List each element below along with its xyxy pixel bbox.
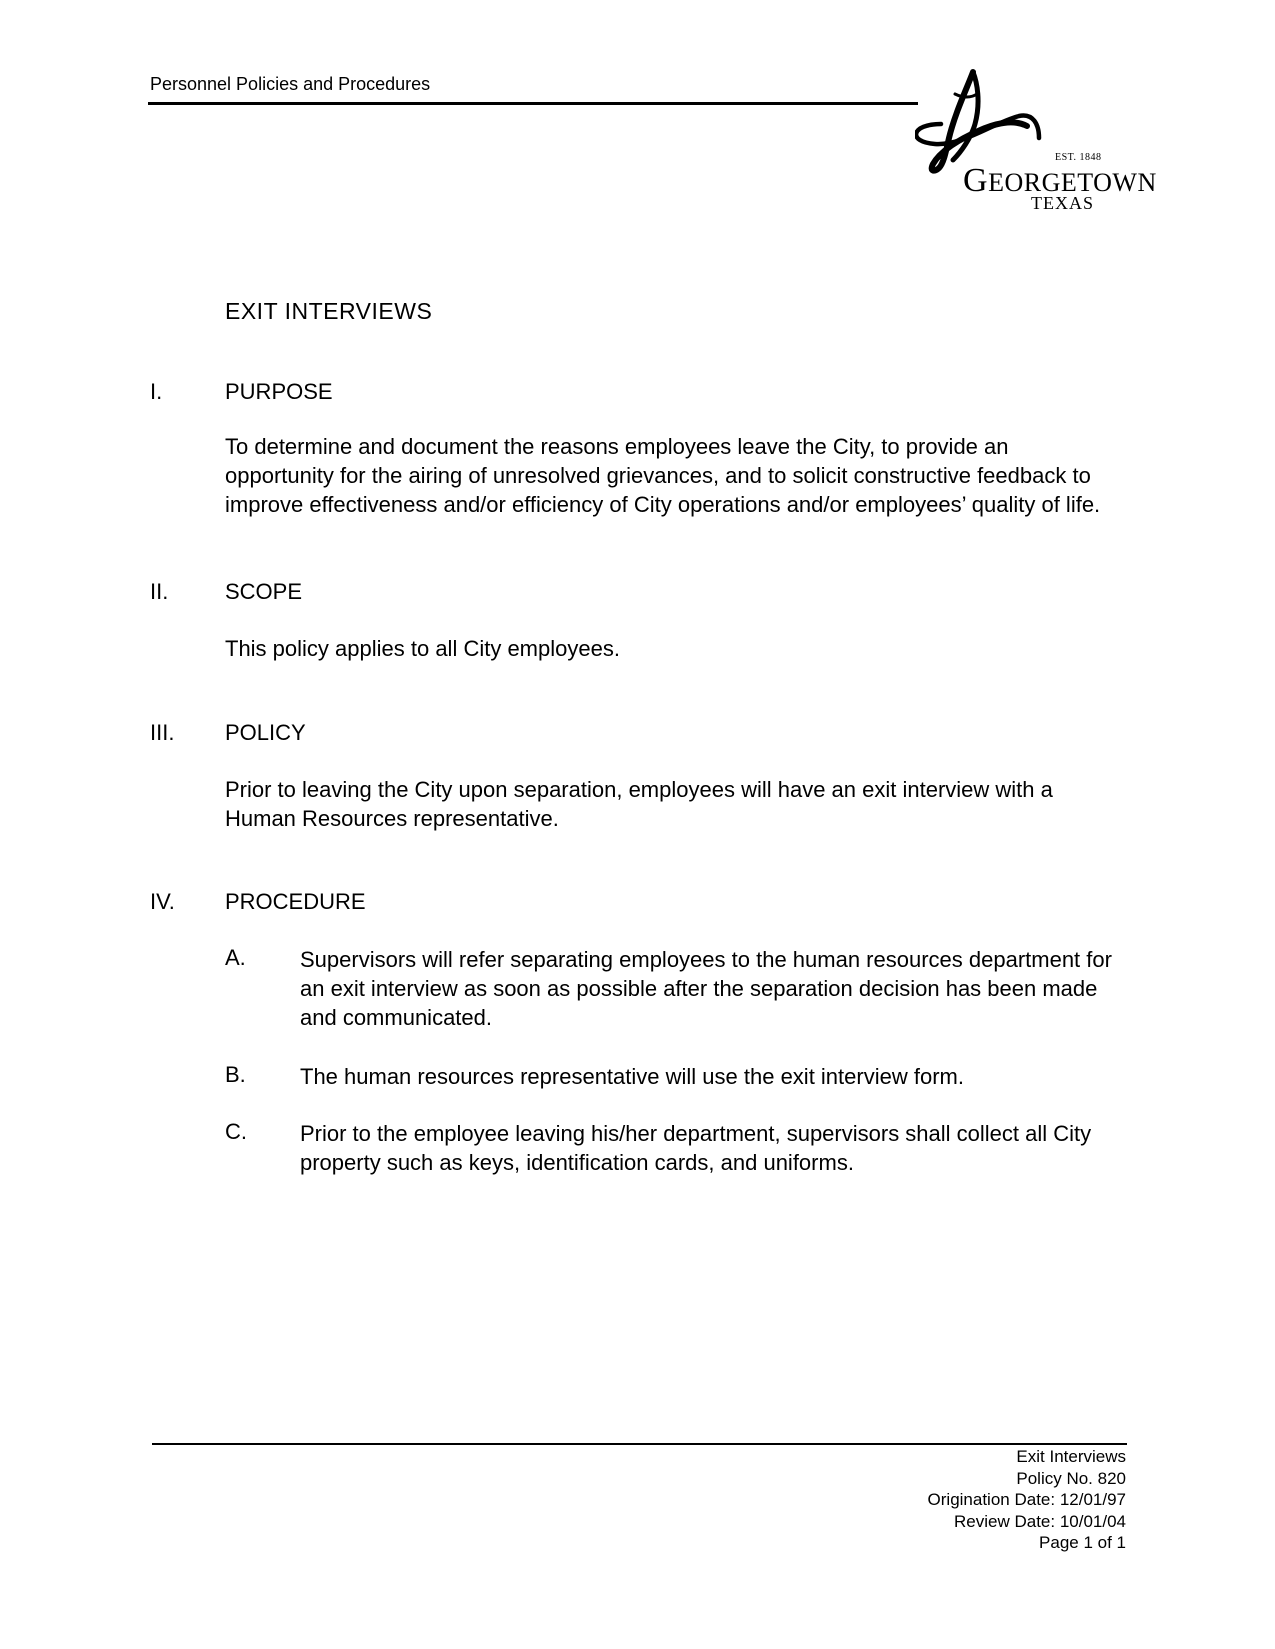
footer-page-number: Page 1 of 1 [1039,1533,1126,1552]
footer-policy-number: Policy No. 820 [1016,1468,1126,1488]
section-number: IV. [150,889,175,914]
section-number: III. [150,720,175,745]
footer-review-date: Review Date: 10/01/04 [954,1511,1126,1531]
procedure-item: Supervisors will refer separating employees to the human resources department for an exit interview as soon as possible after the separation decision has been made and communicated. [300,947,1112,1030]
footer-origination-date: Origination Date: 12/01/97 [927,1490,1126,1509]
logo-name-initial: G [963,162,989,199]
purpose-paragraph: To determine and document the reasons employees leave the City, to provide an opportunity for the airing of unresolved grievances, and to solicit constructive feedback to improve effectiveness and/or efficiency of City operations and/or employees’ quality of life. [225,434,1101,517]
logo-state: TEXAS [1031,193,1094,213]
header-rule [148,102,918,105]
procedure-item-letter: C. [225,1119,247,1144]
document-footer [928,1446,1126,1554]
section-heading-purpose: PURPOSE [225,379,333,404]
policy-paragraph: Prior to leaving the City upon separation, employees will have an exit interview with a Human Resources representative. [225,777,1053,831]
section-number: II. [150,579,169,604]
procedure-item: Prior to the employee leaving his/her department, supervisors shall collect all City property such as keys, identification cards, and uniforms. [300,1121,1092,1175]
logo-name-rest: EORGETOWN [988,168,1157,197]
scope-paragraph: This policy applies to all City employees. [225,636,620,661]
section-heading-policy: POLICY [225,720,306,745]
section-heading-procedure: PROCEDURE [225,889,366,914]
document-title: EXIT INTERVIEWS [225,298,433,324]
procedure-item-letter: A. [225,945,246,970]
procedure-item: The human resources representative will use the exit interview form. [300,1064,964,1089]
procedure-item-letter: B. [225,1062,246,1087]
running-header: Personnel Policies and Procedures [150,74,431,94]
section-number: I. [150,379,163,404]
footer-rule [152,1443,1127,1445]
logo-established: EST. 1848 [1055,152,1102,163]
georgetown-logo [915,68,1157,213]
footer-policy-name: Exit Interviews [1016,1447,1126,1466]
section-heading-scope: SCOPE [225,579,303,604]
